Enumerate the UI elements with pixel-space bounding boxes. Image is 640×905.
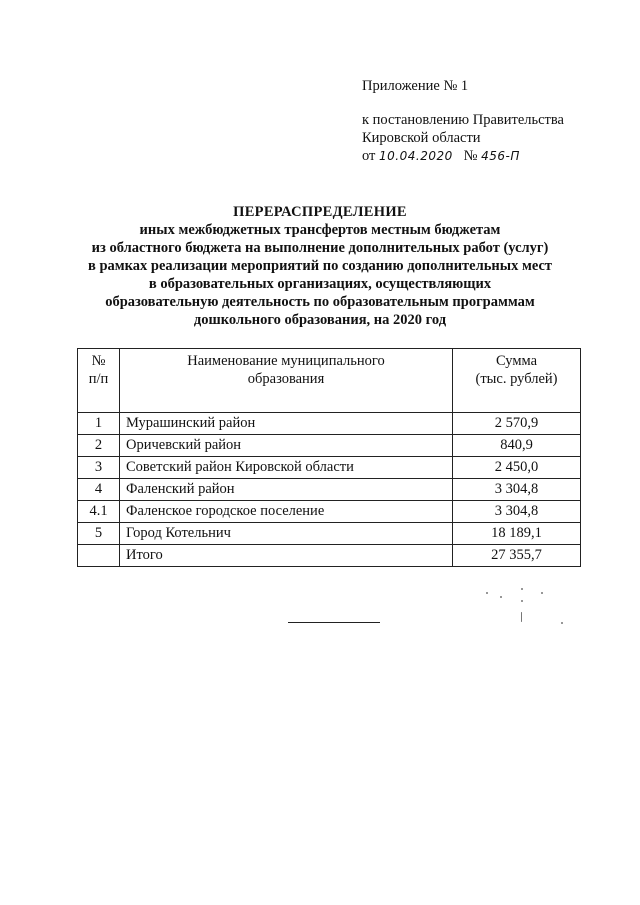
row-sum: 2 570,9 xyxy=(453,413,581,435)
scan-speck xyxy=(500,596,502,598)
distribution-table xyxy=(77,348,581,567)
row-number: 2 xyxy=(78,435,120,457)
row-municipality: Город Котельнич xyxy=(120,523,453,545)
row-number: 5 xyxy=(78,523,120,545)
table-row xyxy=(78,435,581,457)
header-municipality-line-1: Наименование муниципального xyxy=(187,353,385,369)
appendix-number: Приложение № 1 xyxy=(362,78,469,94)
row-municipality: Советский район Кировской области xyxy=(120,457,453,479)
table-row xyxy=(78,457,581,479)
header-sum xyxy=(453,349,581,413)
scan-speck xyxy=(541,592,543,594)
handwritten-number: 456-П xyxy=(481,149,520,163)
row-municipality: Мурашинский район xyxy=(120,413,453,435)
title-main: ПЕРЕРАСПРЕДЕЛЕНИЕ xyxy=(233,204,407,220)
row-municipality: Фаленское городское поселение xyxy=(120,501,453,523)
decree-reference xyxy=(362,111,564,165)
row-number: 1 xyxy=(78,413,120,435)
scan-speck xyxy=(521,600,523,602)
scan-speck xyxy=(486,592,488,594)
header-sum-line-1: Сумма xyxy=(495,353,538,369)
row-sum: 3 304,8 xyxy=(453,479,581,501)
scan-speck xyxy=(561,622,563,624)
row-number: 3 xyxy=(78,457,120,479)
table-row xyxy=(78,413,581,435)
row-sum: 3 304,8 xyxy=(453,501,581,523)
decree-date-number xyxy=(362,147,564,165)
title-line: из областного бюджета на выполнение дополнительных работ (услуг) xyxy=(91,240,549,256)
header-municipality-line-2: образования xyxy=(247,371,325,387)
closing-rule xyxy=(288,622,380,623)
row-sum: 2 450,0 xyxy=(453,457,581,479)
header-number-line-2: п/п xyxy=(88,371,109,387)
appendix-label xyxy=(362,77,468,95)
header-sum-line-2: (тыс. рублей) xyxy=(475,371,558,387)
total-label: Итого xyxy=(120,545,453,567)
row-number: 4 xyxy=(78,479,120,501)
table-row xyxy=(78,501,581,523)
row-municipality: Оричевский район xyxy=(120,435,453,457)
scan-speck xyxy=(521,612,522,622)
document-title xyxy=(60,203,580,329)
title-line: дошкольного образования, на 2020 год xyxy=(193,312,447,328)
title-line: образовательную деятельность по образовательным программам xyxy=(105,294,535,310)
table-row xyxy=(78,479,581,501)
title-line: в образовательных организациях, осуществляющих xyxy=(148,276,492,292)
scan-speck xyxy=(521,588,523,590)
total-sum: 27 355,7 xyxy=(453,545,581,567)
header-municipality xyxy=(120,349,453,413)
table-row xyxy=(78,523,581,545)
title-line: иных межбюджетных трансфертов местным бюджетам xyxy=(139,222,501,238)
header-number xyxy=(78,349,120,413)
table-total-row xyxy=(78,545,581,567)
header-number-line-1: № xyxy=(91,353,106,369)
table-header-row xyxy=(78,349,581,413)
total-number xyxy=(78,545,120,567)
row-sum: 18 189,1 xyxy=(453,523,581,545)
decree-line-1: к постановлению Правительства xyxy=(362,112,564,128)
row-municipality: Фаленский район xyxy=(120,479,453,501)
decree-line-2: Кировской области xyxy=(362,130,481,146)
title-line: в рамках реализации мероприятий по созданию дополнительных мест xyxy=(87,258,553,274)
date-prefix: от xyxy=(362,148,376,164)
row-number: 4.1 xyxy=(78,501,120,523)
number-prefix: № xyxy=(463,148,478,164)
handwritten-date: 10.04.2020 xyxy=(379,149,453,163)
row-sum: 840,9 xyxy=(453,435,581,457)
